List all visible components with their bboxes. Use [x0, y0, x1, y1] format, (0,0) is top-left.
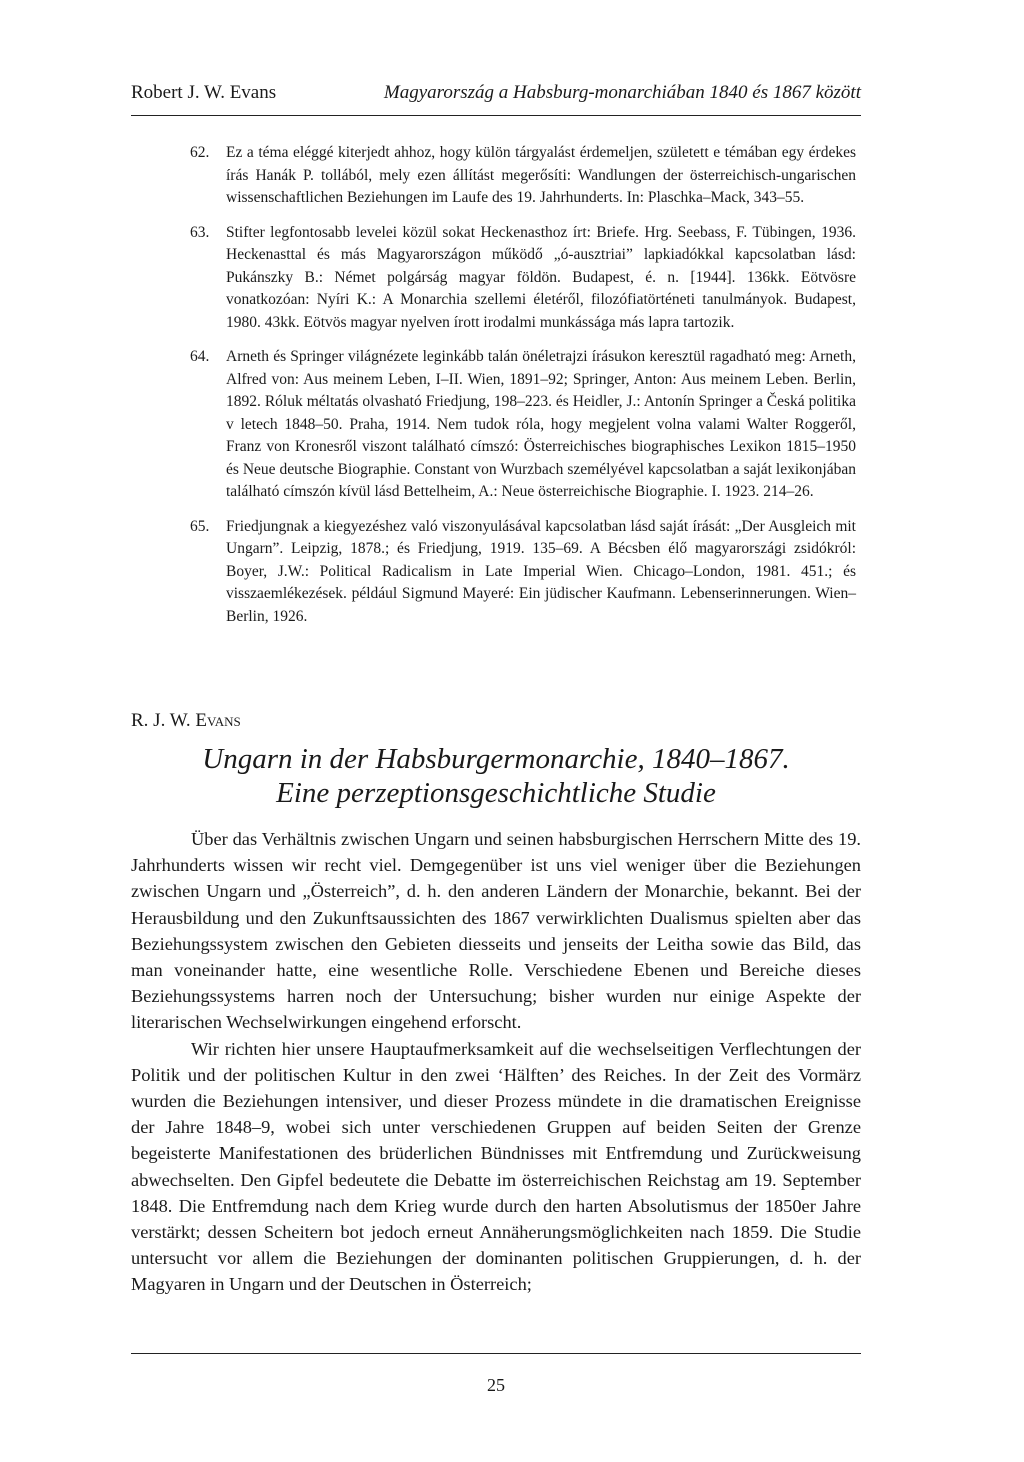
endnote-number: 64. — [190, 348, 210, 365]
endnote-65 — [190, 516, 856, 629]
endnote-62 — [190, 142, 856, 210]
endnote-text: Ez a téma eléggé kiterjedt ahhoz, hogy külön tárgyalást érdemeljen, született e témában egy érdekes írás Hanák P. tollából, mely ezen állítást megerősíti: Wandlungen der österreichisch-ungarischen wissenschaftlichen Beziehungen im Laufe des 19. Jahrhunderts. In: Plaschka–Mack, 343–55. — [226, 144, 856, 206]
endnote-number: 63. — [190, 223, 210, 241]
running-head-author: Robert J. W. Evans — [131, 82, 277, 103]
endnote-text: Arneth és Springer világnézete leginkább talán önéletrajzi írásukon keresztül ragadható meg: Arneth, Alfred von: Aus meinem Leben, I–II. Wien, 1891–92; Springer, Anton: Aus meinem Leben. Berlin, 1892. Róluk méltatás olvasható Friedjung, 198–223. és Heidler, J.: Antonín Springer a Česká politika v letech 1848–50. Praha, 1914. Nem tudok róla, hogy megjelent volna valami Walter Roggeről, Franz von Kronesről viszont található címszó: Österreichisches biographisches Lexikon 1815–1950 és Neue deutsche Biographie. Constant von Wurzbach személyével kapcsolatban a saját lexikonjában található címszón kívül lásd Bettelheim, A.: Neue österreichische Biographie. I. 1923. 214–26. — [226, 348, 856, 500]
article-author — [131, 708, 241, 734]
article-author-initials: R. J. W. — [131, 710, 196, 731]
header-rule — [131, 115, 861, 116]
endnote-text: Stifter legfontosabb levelei közül sokat Heckenasthoz írt: Briefe. Hrg. Seebass, F. Tübingen, 1936. Heckenasttal és más Magyarországon működő „ó-ausztriai” lapkiadókkal kapcsolatban lásd: Pukánszky B.: Német polgárság magyar földön. Budapest, é. n. [1944]. 136kk. Eötvösre vonatkozóan: Nyíri K.: A Monarchia szellemi életéről, filozófiatörténeti tanulmányok. Budapest, 1980. 43kk. Eötvös magyar nyelven írott irodalmi munkássága más lapra tartozik. — [226, 223, 856, 331]
body-paragraph: Wir richten hier unsere Hauptaufmerksamkeit auf die wechselseitigen Verflechtungen der Politik und der politischen Kultur in den zwei ‘Hälften’ des Reiches. In der Zeit des Vormärz wurden die Beziehungen intensiver, und dieser Prozess mündete in die dramatischen Ereignisse der Jahre 1848–9, wobei sich unter verschiedenen Gruppen auf beiden Seiten der Grenze begeisterte Manifestationen des brüderlichen Bündnisses mit Entfremdung und Zurückweisung abwechselten. Den Gipfel bedeutete die Debatte im österreichischen Reichstag am 19. September 1848. Die Entfremdung nach dem Krieg wurde durch den harten Absolutismus der 1850er Jahre verstärkt; dessen Scheitern bot jedoch erneut Annäherungsmöglichkeiten nach 1859. Die Studie untersucht vor allem die Beziehungen der dominanten politischen Gruppierungen, d. h. der Magyaren in Ungarn und der Deutschen in Österreich; — [131, 1038, 861, 1295]
article-author-surname: Evans — [195, 710, 241, 731]
endnotes — [190, 142, 856, 640]
endnote-number: 62. — [190, 144, 210, 161]
endnote-text: Friedjungnak a kiegyezéshez való viszonyulásával kapcsolatban lásd saját írását: „Der Ausgleich mit Ungarn”. Leipzig, 1878.; és Friedjung, 1919. 135–69. A Bécsben élő magyarországi zsidókról: Boyer, J.W.: Political Radicalism in Late Imperial Wien. Chicago–London, 1981. 451.; és visszaemlékezések. például Sigmund Mayeré: Ein jüdischer Kaufmann. Lebenserinnerungen. Wien–Berlin, 1926. — [226, 517, 856, 625]
running-head — [131, 80, 861, 110]
page-number: 25 — [487, 1375, 505, 1395]
article-title — [131, 742, 861, 810]
article-title-line-2: Eine perzeptionsgeschichtliche Studie — [276, 777, 716, 809]
article-title-line-1: Ungarn in der Habsburgermonarchie, 1840–1867. — [202, 743, 790, 775]
article-body — [131, 826, 861, 1298]
running-head-title: Magyarország a Habsburg-monarchiában 1840 és 1867 között — [383, 82, 861, 103]
endnote-number: 65. — [190, 517, 210, 535]
body-paragraph: Über das Verhältnis zwischen Ungarn und seinen habsburgischen Herrschern Mitte des 19. Jahrhunderts wissen wir recht viel. Demgegenüber ist uns viel weniger über die Beziehungen zwischen Ungarn und „Österreich”, d. h. den anderen Ländern der Monarchie, bekannt. Bei der Herausbildung und den Zukunftsaussichten des 1867 verwirklichten Dualismus spielten aber das Beziehungssystem zwischen den Gebieten diesseits und jenseits der Leitha sowie das Bild, das man voneinander hatte, eine wesentliche Rolle. Verschiedene Ebenen und Bereiche dieses Beziehungssystems harren noch der Untersuchung; bisher wurden nur einige Aspekte der literarischen Wechselwirkungen eingehend erforscht. — [131, 829, 861, 1033]
footer-rule — [131, 1353, 861, 1354]
endnote-64 — [190, 346, 856, 504]
endnote-63 — [190, 222, 856, 335]
